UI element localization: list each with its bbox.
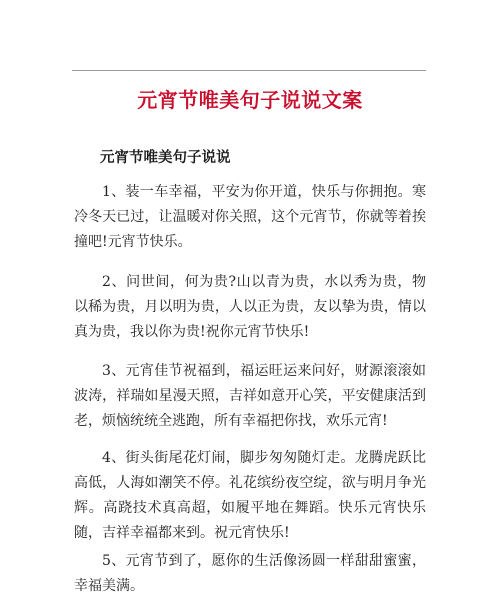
paragraph-5-text: 5、元宵节到了，愿你的生活像汤圆一样甜甜蜜蜜，幸福美满。: [74, 553, 426, 594]
paragraph-2: 2、问世间，何为贵?山以青为贵，水以秀为贵，物以稀为贵，月以明为贵，人以正为贵，友以挚为贵，情以真为贵，我以你为贵!祝你元宵节快乐!: [74, 274, 426, 340]
paragraph-3: 3、元宵佳节祝福到，福运旺运来问好，财源滚滚如波涛，祥瑞如星漫天照，吉祥如意开心笑，平安健康活到老，烦恼统统全逃跑，所有幸福把你找，欢乐元宵!: [74, 363, 426, 429]
header-rule: [72, 70, 426, 71]
section-heading: 元宵节唯美句子说说: [100, 149, 231, 166]
paragraph-4: 4、街头街尾花灯闹，脚步匆匆随灯走。龙腾虎跃比高低，人海如潮笑不停。礼花缤纷夜空绽，欲与明月争光辉。高跷技术真高超，如履平地在舞蹈。快乐元宵快乐随，吉祥幸福都来到。祝元宵快乐!: [74, 450, 426, 541]
paragraph-5-partial: [74, 553, 426, 594]
paragraph-1: 1、装一车幸福，平安为你开道，快乐与你拥抱。寒冷冬天已过，让温暖对你关照，这个元宵节，你就等着挨撞吧!元宵节快乐。: [74, 184, 426, 250]
document-title: 元宵节唯美句子说说文案: [137, 88, 363, 112]
